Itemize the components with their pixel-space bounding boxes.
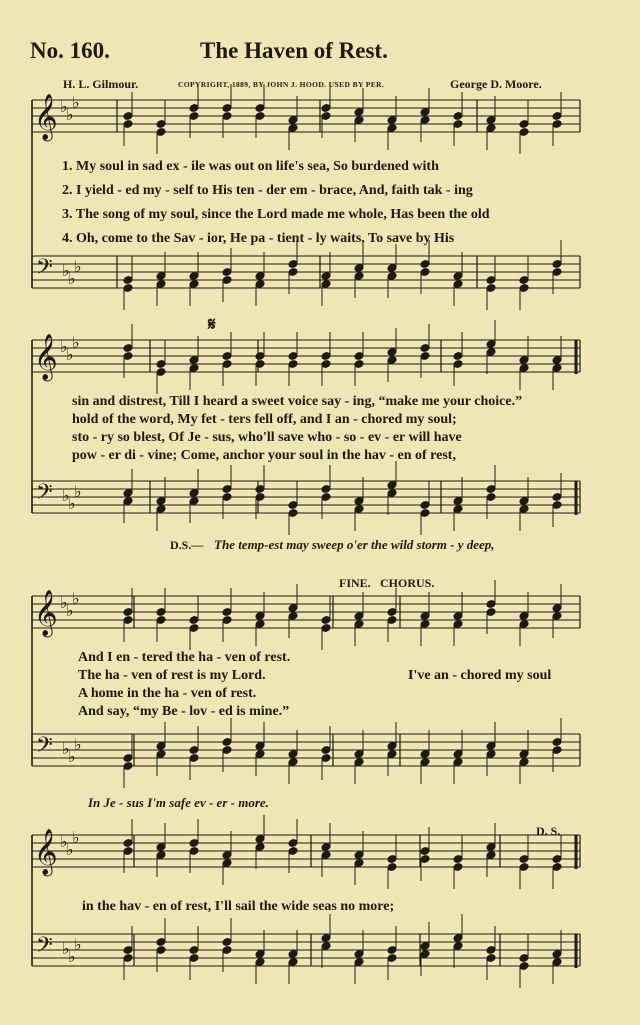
fine-label: FINE.: [339, 576, 371, 590]
hymn-title: The Haven of Rest.: [200, 38, 388, 63]
svg-text:♭: ♭: [60, 595, 68, 612]
svg-text:♭: ♭: [60, 834, 68, 851]
chorus-label: CHORUS.: [380, 576, 435, 590]
verse-2-line-2: hold of the word, My fet - ters fell off, and I an - chored my soul;: [72, 412, 457, 427]
svg-text:♭: ♭: [68, 496, 76, 513]
verse-3-line-2: sto - ry so blest, Of Je - sus, who'll save who - so - ev - er will have: [72, 430, 462, 445]
svg-text:𝄢: 𝄢: [36, 733, 53, 762]
svg-text:♭: ♭: [74, 259, 82, 276]
svg-text:𝄞: 𝄞: [34, 829, 58, 874]
svg-text:𝄢: 𝄢: [36, 933, 53, 962]
chorus-lyric-line-2: in the hav - en of rest, I'll sail the wide seas no more;: [82, 899, 395, 914]
svg-text:♭: ♭: [66, 347, 74, 364]
svg-text:♭: ♭: [66, 603, 74, 620]
svg-text:♭: ♭: [74, 737, 82, 754]
hymn-number: No. 160.: [30, 38, 110, 63]
svg-text:♭: ♭: [72, 830, 80, 847]
svg-text:♭: ♭: [62, 941, 70, 958]
svg-text:♭: ♭: [72, 591, 80, 608]
svg-text:♭: ♭: [62, 263, 70, 280]
svg-text:♭: ♭: [68, 749, 76, 766]
verse-4-line-1: 4. Oh, come to the Sav - ior, He pa - tient - ly waits, To save by His: [62, 231, 455, 246]
verse-2-line-1: 2. I yield - ed my - self to His ten - der em - brace, And, faith tak - ing: [62, 183, 473, 198]
verse-4-line-2: pow - er di - vine; Come, anchor your soul in the hav - en of rest,: [72, 448, 456, 463]
svg-text:♭: ♭: [60, 339, 68, 356]
bass-lyric-line: In Je - sus I'm safe ev - er - more.: [88, 795, 269, 810]
verse-3-line-1: 3. The song of my soul, since the Lord made me whole, Has been the old: [62, 207, 490, 222]
verse-1-line-2: sin and distrest, Till I heard a sweet voice say - ing, “make me your choice.”: [72, 394, 523, 409]
svg-text:♭: ♭: [68, 271, 76, 288]
verse-4-line-3: And say, “my Be - lov - ed is mine.”: [78, 704, 290, 719]
ds-lyric-line: The temp-est may sweep o'er the wild storm - y deep,: [214, 537, 495, 552]
verse-2-line-3: The ha - ven of rest is my Lord.: [78, 668, 266, 683]
svg-text:♭: ♭: [74, 484, 82, 501]
svg-text:♭: ♭: [68, 949, 76, 966]
verse-1-line-3: And I en - tered the ha - ven of rest.: [78, 650, 291, 665]
svg-text:♭: ♭: [72, 95, 80, 112]
svg-text:♭: ♭: [62, 741, 70, 758]
svg-text:♭: ♭: [66, 107, 74, 124]
svg-text:♭: ♭: [60, 99, 68, 116]
svg-text:𝄞: 𝄞: [34, 590, 58, 635]
svg-text:♭: ♭: [72, 335, 80, 352]
music-credit: George D. Moore.: [450, 77, 542, 91]
svg-text:♭: ♭: [66, 842, 74, 859]
svg-text:𝄞: 𝄞: [34, 334, 58, 379]
ds-end-mark: D. S.: [536, 824, 561, 838]
copyright-notice: COPYRIGHT, 1889, BY JOHN J. HOOD. USED BY PER.: [178, 80, 385, 89]
segno-sign: 𝄋: [208, 314, 216, 334]
svg-text:𝄢: 𝄢: [36, 480, 53, 509]
verse-3-line-3: A home in the ha - ven of rest.: [78, 686, 257, 701]
verse-1-line-1: 1. My soul in sad ex - ile was out on life's sea, So burdened with: [62, 159, 439, 174]
svg-text:♭: ♭: [74, 937, 82, 954]
svg-text:𝄞: 𝄞: [34, 94, 58, 139]
ds-label: D.S.—: [170, 538, 204, 552]
chorus-lyric-line: I've an - chored my soul: [408, 668, 552, 683]
svg-text:𝄢: 𝄢: [36, 255, 53, 284]
words-credit: H. L. Gilmour.: [63, 77, 139, 91]
svg-text:♭: ♭: [62, 488, 70, 505]
